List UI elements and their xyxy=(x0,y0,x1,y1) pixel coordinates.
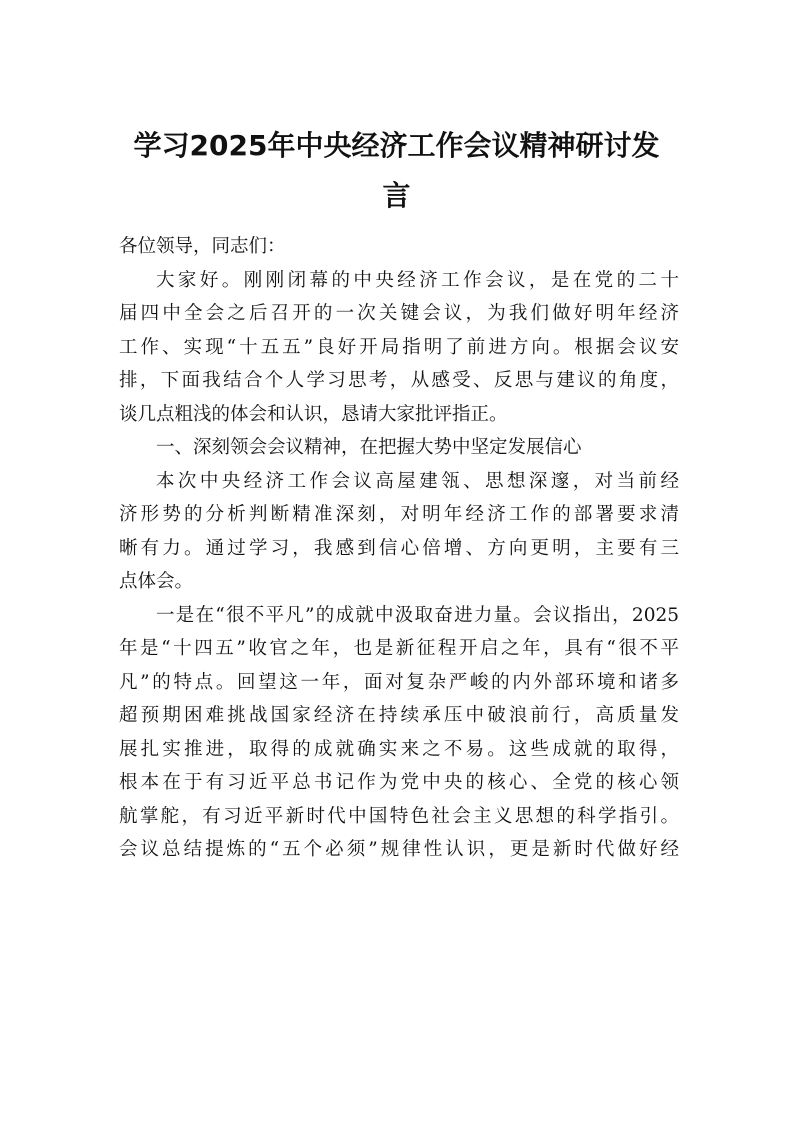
document-title-line-1: 学习2025年中央经济工作会议精神研讨发 xyxy=(133,129,660,162)
paragraph-line: 工作、实现“十五五”良好开局指明了前进方向。根据会议安 xyxy=(119,336,679,358)
paragraph-line: 晰有力。通过学习，我感到信心倍增、方向更明，主要有三 xyxy=(119,537,679,559)
paragraph-line: 点体会。 xyxy=(119,571,194,592)
paragraph-line: 济形势的分析判断精准深刻，对明年经济工作的部署要求清 xyxy=(119,504,679,525)
paragraph-line: 本次中央经济工作会议高屋建瓴、思想深邃，对当前经 xyxy=(156,470,679,492)
salutation: 各位领导，同志们： xyxy=(119,236,286,257)
document-body xyxy=(119,230,679,867)
paragraph-line: 超预期困难挑战国家经济在持续承压中破浪前行，高质量发 xyxy=(119,705,679,726)
paragraph-line: 航掌舵，有习近平新时代中国特色社会主义思想的科学指引。 xyxy=(119,805,679,827)
paragraph-line: 排，下面我结合个人学习思考，从感受、反思与建议的角度， xyxy=(119,370,679,391)
paragraph-line: 谈几点粗浅的体会和认识，恳请大家批评指正。 xyxy=(119,403,508,425)
paragraph-line: 根本在于有习近平总书记作为党中央的核心、全党的核心领 xyxy=(119,772,679,793)
paragraph-line: 届四中全会之后召开的一次关键会议，为我们做好明年经济 xyxy=(119,303,679,324)
section-heading: 一、深刻领会会议精神，在把握大势中坚定发展信心 xyxy=(156,437,582,458)
paragraph-line: 展扎实推进，取得的成就确实来之不易。这些成就的取得， xyxy=(119,738,679,760)
paragraph-line: 一是在“很不平凡”的成就中汲取奋进力量。会议指出，2025 xyxy=(156,604,679,626)
paragraph-line: 年是“十四五”收官之年，也是新征程开启之年，具有“很不平 xyxy=(119,638,679,659)
paragraph-line: 会议总结提炼的“五个必须”规律性认识，更是新时代做好经 xyxy=(119,839,679,860)
paragraph-line: 大家好。刚刚闭幕的中央经济工作会议，是在党的二十 xyxy=(156,269,679,291)
paragraph-line: 凡”的特点。回望这一年，面对复杂严峻的内外部环境和诸多 xyxy=(119,671,679,693)
document-title-line-2: 言 xyxy=(382,179,411,212)
